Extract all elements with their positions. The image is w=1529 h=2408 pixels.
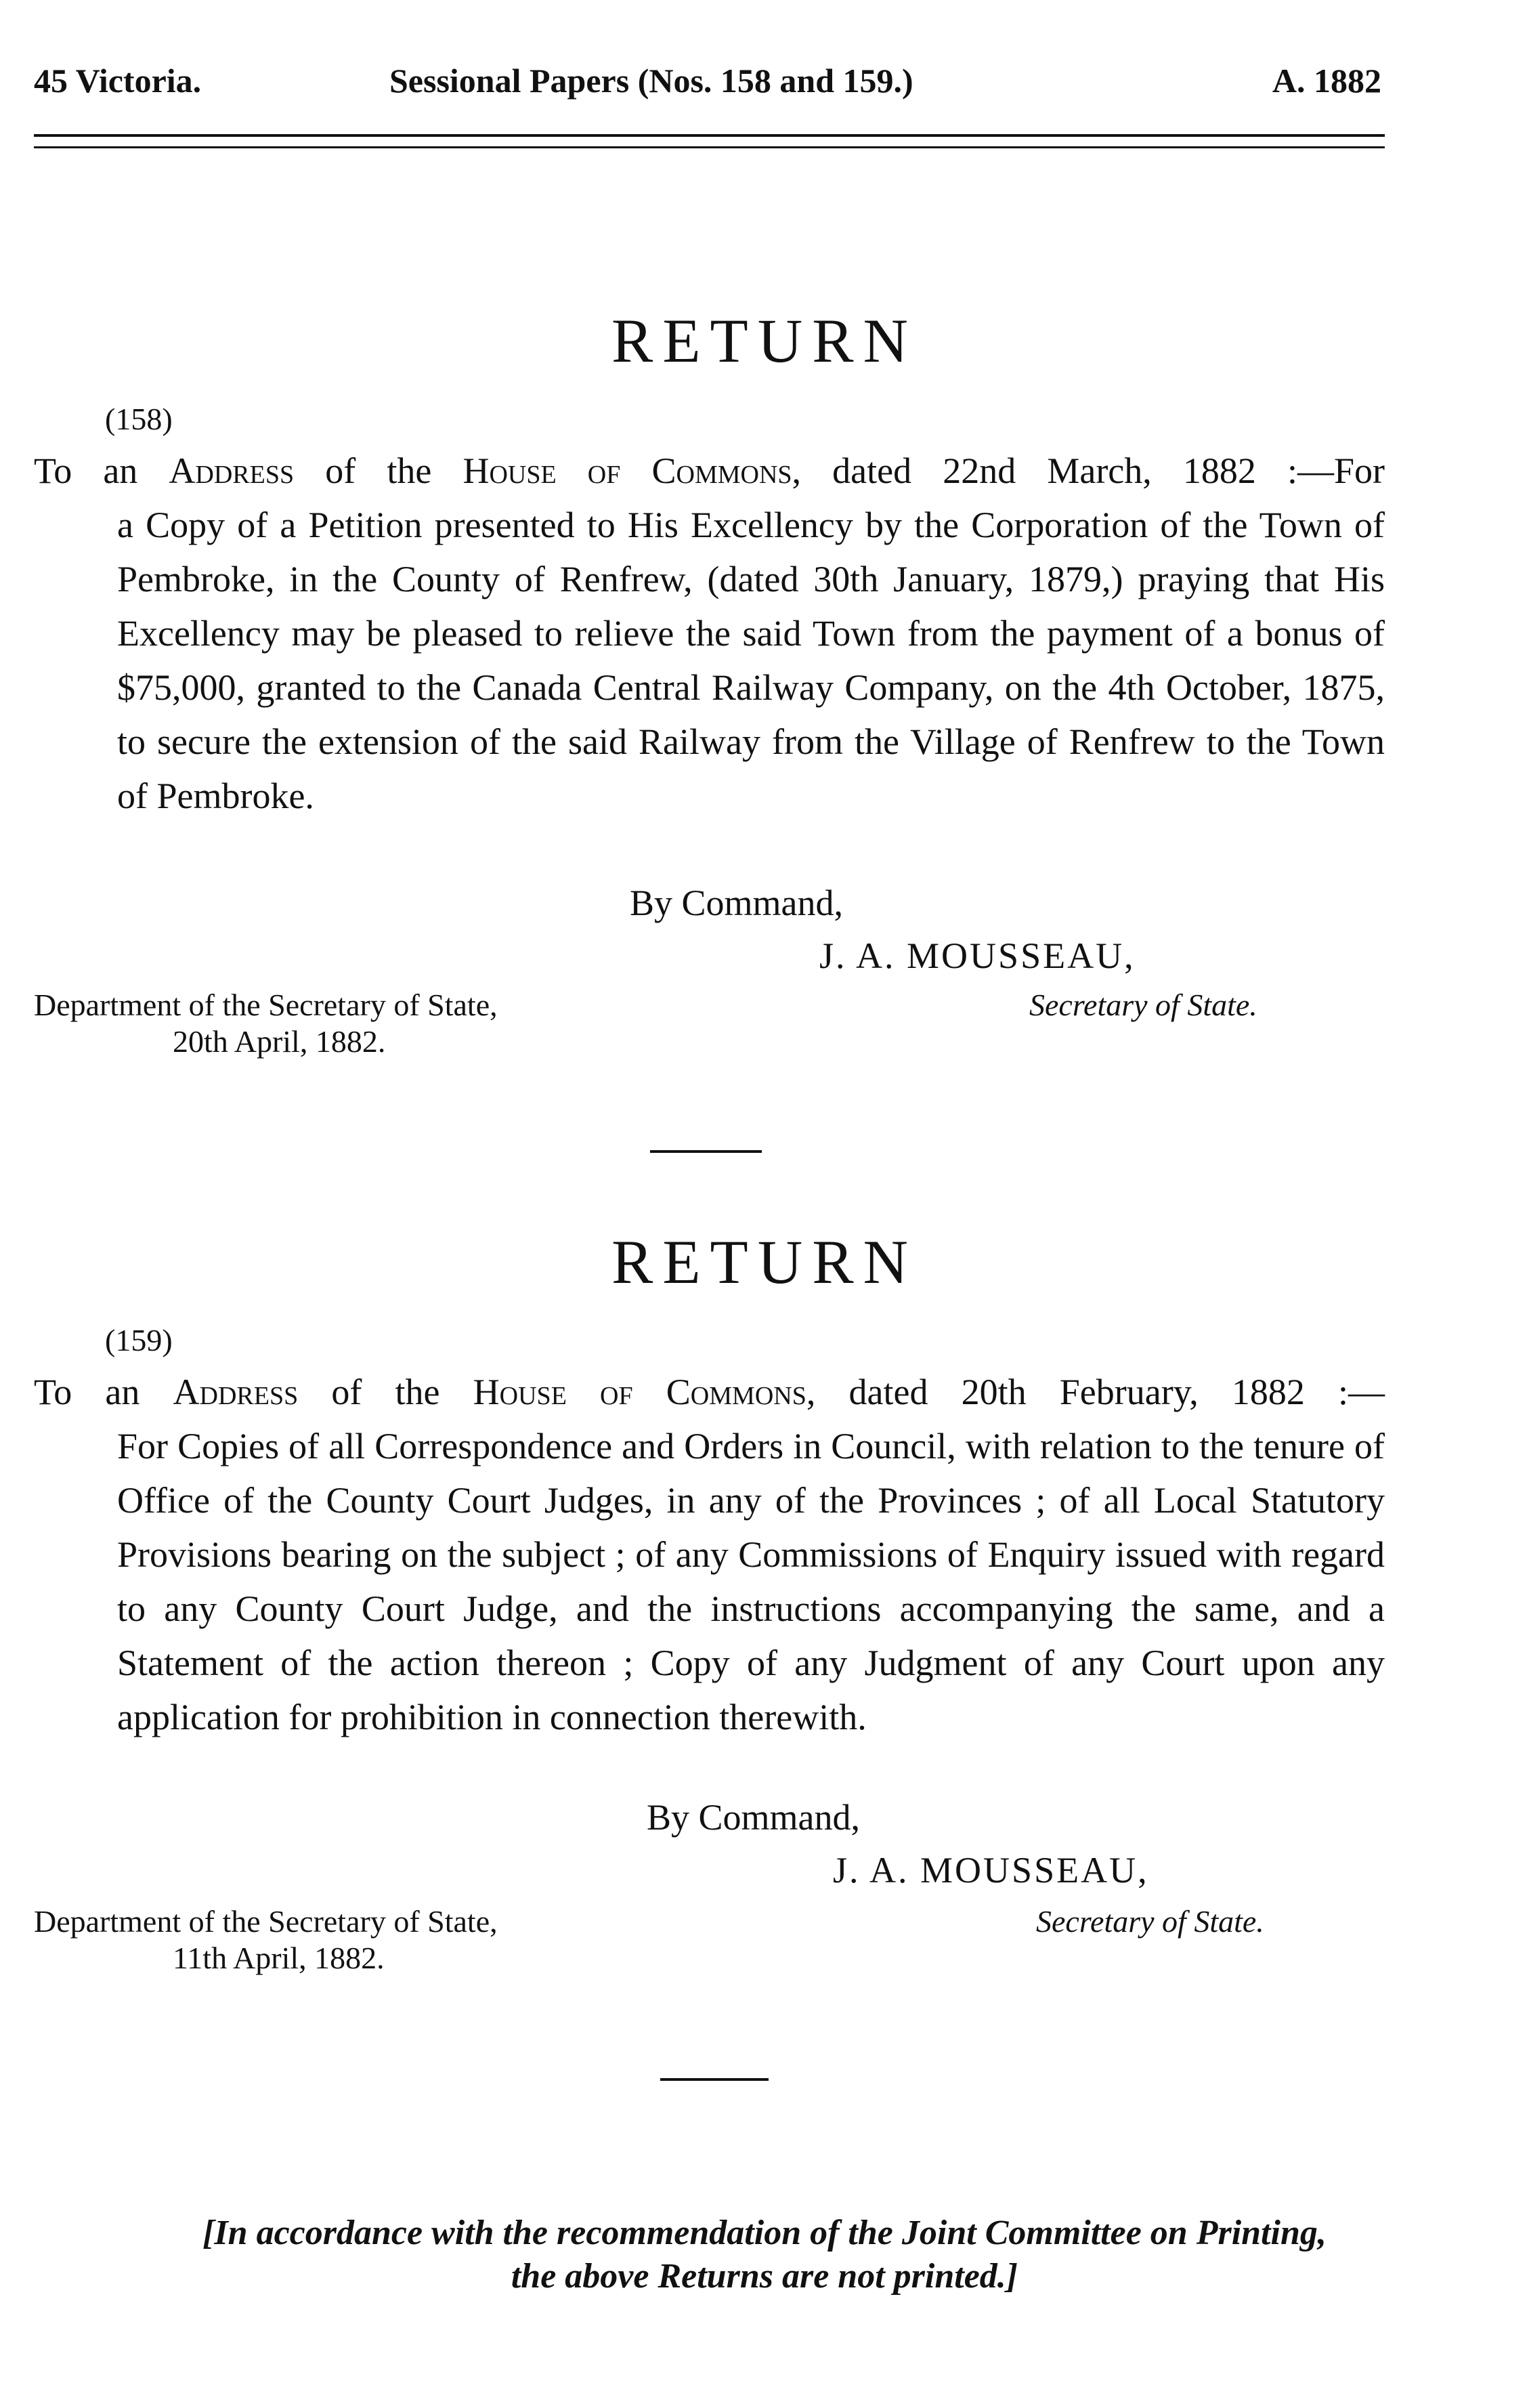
intro-dated: , dated 20th February, 1882 :— xyxy=(806,1372,1385,1412)
return-intro-line xyxy=(34,444,1385,498)
return-body xyxy=(34,1365,1385,1744)
return-heading: RETURN xyxy=(611,306,918,375)
return-heading: RETURN xyxy=(611,1227,918,1296)
signer-name: J. A. MOUSSEAU, xyxy=(819,935,1136,976)
address-word: Address xyxy=(173,1372,299,1412)
running-head-volume: 45 Victoria. xyxy=(34,62,202,100)
house-of-commons: House of Commons xyxy=(473,1372,806,1412)
department-name: Department of the Secretary of State, xyxy=(34,988,498,1022)
intro-of-the: of the xyxy=(298,1372,473,1412)
section-separator xyxy=(660,2078,769,2081)
department-block xyxy=(34,1903,498,1977)
signer-title: Secretary of State. xyxy=(1029,988,1257,1022)
by-command: By Command, xyxy=(647,1797,861,1838)
department-date: 11th April, 1882. xyxy=(173,1941,385,1975)
department-date: 20th April, 1882. xyxy=(173,1024,386,1059)
running-head xyxy=(34,54,1381,108)
house-of-commons: House of Commons xyxy=(462,450,792,491)
intro-to: To an xyxy=(34,450,169,491)
by-command: By Command, xyxy=(630,883,844,923)
return-body xyxy=(34,444,1385,823)
printing-note-line-2: the above Returns are not printed.] xyxy=(511,2257,1018,2296)
signer-name: J. A. MOUSSEAU, xyxy=(833,1850,1149,1891)
return-request-text: For Copies of all Correspondence and Orders in Council, with relation to the tenure of Office of the County Court Judges, in any of the Provinces ; of all Local Statutory Provisions bearing on the subject ; of any Commissions of Enquiry issued with regard to any County Court Judge, and the instructions accompanying the same, and a Statement of the action thereon ; Copy of any Judgment of any Court upon any application for prohibition in connection therewith. xyxy=(117,1426,1385,1737)
running-head-title: Sessional Papers (Nos. 158 and 159.) xyxy=(389,62,913,100)
signer-title: Secretary of State. xyxy=(1036,1904,1264,1939)
intro-of-the: of the xyxy=(294,450,463,491)
return-number: (158) xyxy=(105,402,173,436)
intro-dated: , dated 22nd March, 1882 :—For xyxy=(792,450,1385,491)
address-word: Address xyxy=(169,450,295,491)
return-request-text: a Copy of a Petition presented to His Excellency by the Corporation of the Town of Pembroke, in the County of Renfrew, (dated 30th January, 1879,) praying that His Excellency may be pleased to relieve the said Town from the payment of a bonus of $75,000, granted to the Canada Central Railway Company, on the 4th October, 1875, to secure the extension of the said Railway from the Village of Renfrew to the Town of Pembroke. xyxy=(117,505,1385,816)
intro-to: To an xyxy=(34,1372,173,1412)
printing-note-line-1: [In accordance with the recommendation of the Joint Committee on Printing, xyxy=(202,2214,1327,2252)
return-intro-line xyxy=(34,1365,1385,1419)
section-separator xyxy=(650,1150,762,1153)
return-number: (159) xyxy=(105,1323,173,1357)
running-head-year: A. 1882 xyxy=(1272,62,1381,100)
department-name: Department of the Secretary of State, xyxy=(34,1904,498,1939)
department-block xyxy=(34,987,498,1060)
printing-note xyxy=(0,2212,1529,2298)
header-double-rule xyxy=(34,134,1385,148)
